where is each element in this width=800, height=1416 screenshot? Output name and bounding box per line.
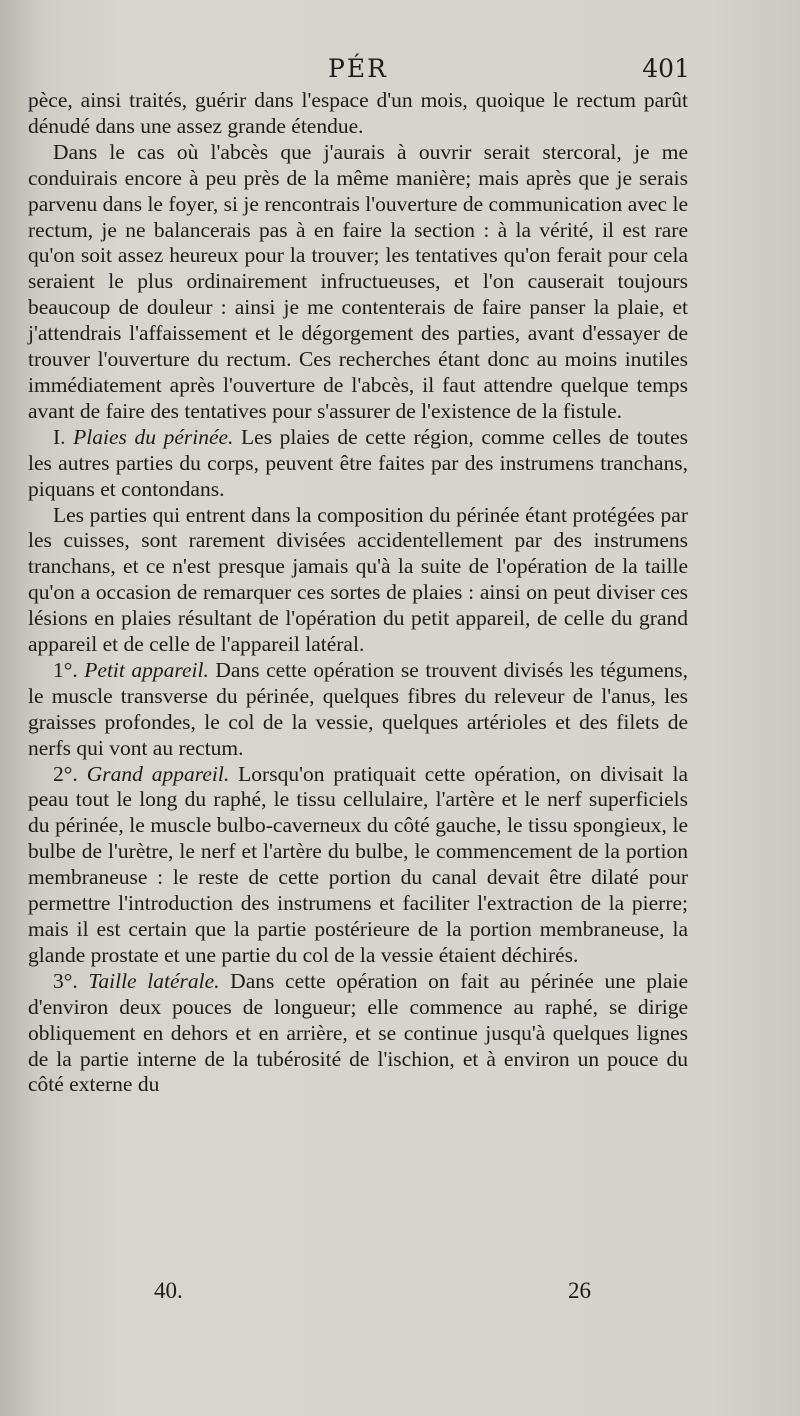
paragraph: [28, 88, 688, 140]
running-head: PÉR: [328, 54, 388, 83]
paragraph-text: pèce, ainsi traités, guérir dans l'espace d'un mois, quoique le rectum parût dénudé dans une assez grande étendue.: [28, 88, 688, 138]
paragraph: [28, 503, 688, 658]
signature-mark: 40.: [154, 1278, 183, 1303]
paragraph: [28, 969, 688, 1099]
section-number: 1°.: [53, 657, 85, 682]
body-text: [28, 88, 688, 1098]
sheet-number: 26: [568, 1278, 591, 1303]
paragraph: [28, 762, 688, 969]
paragraph-text: Dans cette opération on fait au périnée une plaie d'environ deux pouces de longueur; elle commence au raphé, se dirige obliquement en dehors et en arrière, et se continue jusqu'à quelques lignes de la partie interne de la tubérosité de l'ischion, et à environ un pouce du côté externe du: [28, 968, 688, 1097]
paragraph-text: Les plaies de cette région, comme celles de toutes les autres parties du corps, peuvent être faites par des instrumens tranchans, piquans et contondans.: [28, 424, 688, 501]
paragraph: [28, 140, 688, 425]
paragraph-text: Lorsqu'on pratiquait cette opération, on divisait la peau tout le long du raphé, le tissu cellulaire, l'artère et le nerf superficiels du périnée, le muscle bulbo-caverneux du côté gauche, le tissu spongieux, le bulbe de l'urètre, le nerf et l'artère du bulbe, le commencement de la portion membraneuse : le reste de cette portion du canal devait être dilaté pour permettre l'introduction des instrumens et faciliter l'extraction de la pierre; mais il est certain que la partie postérieure de la portion membraneuse, la glande prostate et une partie du col de la vessie étaient déchirés.: [28, 761, 688, 967]
section-heading: Taille latérale.: [88, 968, 220, 993]
paragraph-text: Dans le cas où l'abcès que j'aurais à ouvrir serait stercoral, je me conduirais encore à peu près de la même manière; mais après que je serais parvenu dans le foyer, si je rencontrais l'ouverture de communication avec le rectum, je ne balancerais pas à en faire la section : à la vérité, il est rare qu'on soit assez heureux pour la trouver; les tentatives qu'on ferait pour cela seraient le plus ordinairement infructueuses, et l'on causerait toujours beaucoup de douleur : ainsi je me contenterais de faire panser la plaie, et j'attendrais l'affaissement et le dégorgement des parties, avant d'essayer de trouver l'ouverture du rectum. Ces recherches étant donc au moins inutiles immédiatement après l'ouverture de l'abcès, il faut attendre quelque temps avant de faire des tentatives pour s'assurer de l'existence de la fistule.: [28, 139, 688, 423]
section-heading: Plaies du périnée.: [73, 424, 234, 449]
section-number: 3°.: [53, 968, 89, 993]
page-footer: [28, 1278, 688, 1308]
page-header: [40, 52, 690, 88]
paragraph-text: Dans cette opération se trouvent divisés les tégumens, le muscle transverse du périnée, quelques fibres du releveur de l'anus, les graisses profondes, le col de la vessie, quelques artérioles et des filets de nerfs qui vont au rectum.: [28, 657, 688, 760]
paragraph-text: Les parties qui entrent dans la composition du périnée étant protégées par les cuisses, sont rarement divisées accidentellement par des instrumens tranchans, et ce n'est presque jamais qu'à la suite de l'opération de la taille qu'on a occasion de remarquer ces sortes de plaies : ainsi on peut diviser ces lésions en plaies résultant de l'opération du petit appareil, de celle du grand appareil et de celle de l'appareil latéral.: [28, 502, 688, 657]
section-number: 2°.: [53, 761, 87, 786]
paragraph: [28, 658, 688, 762]
section-number: I.: [53, 424, 74, 449]
page-number: 401: [642, 54, 690, 83]
paragraph: [28, 425, 688, 503]
section-heading: Grand appareil.: [86, 761, 230, 786]
section-heading: Petit appareil.: [84, 657, 209, 682]
